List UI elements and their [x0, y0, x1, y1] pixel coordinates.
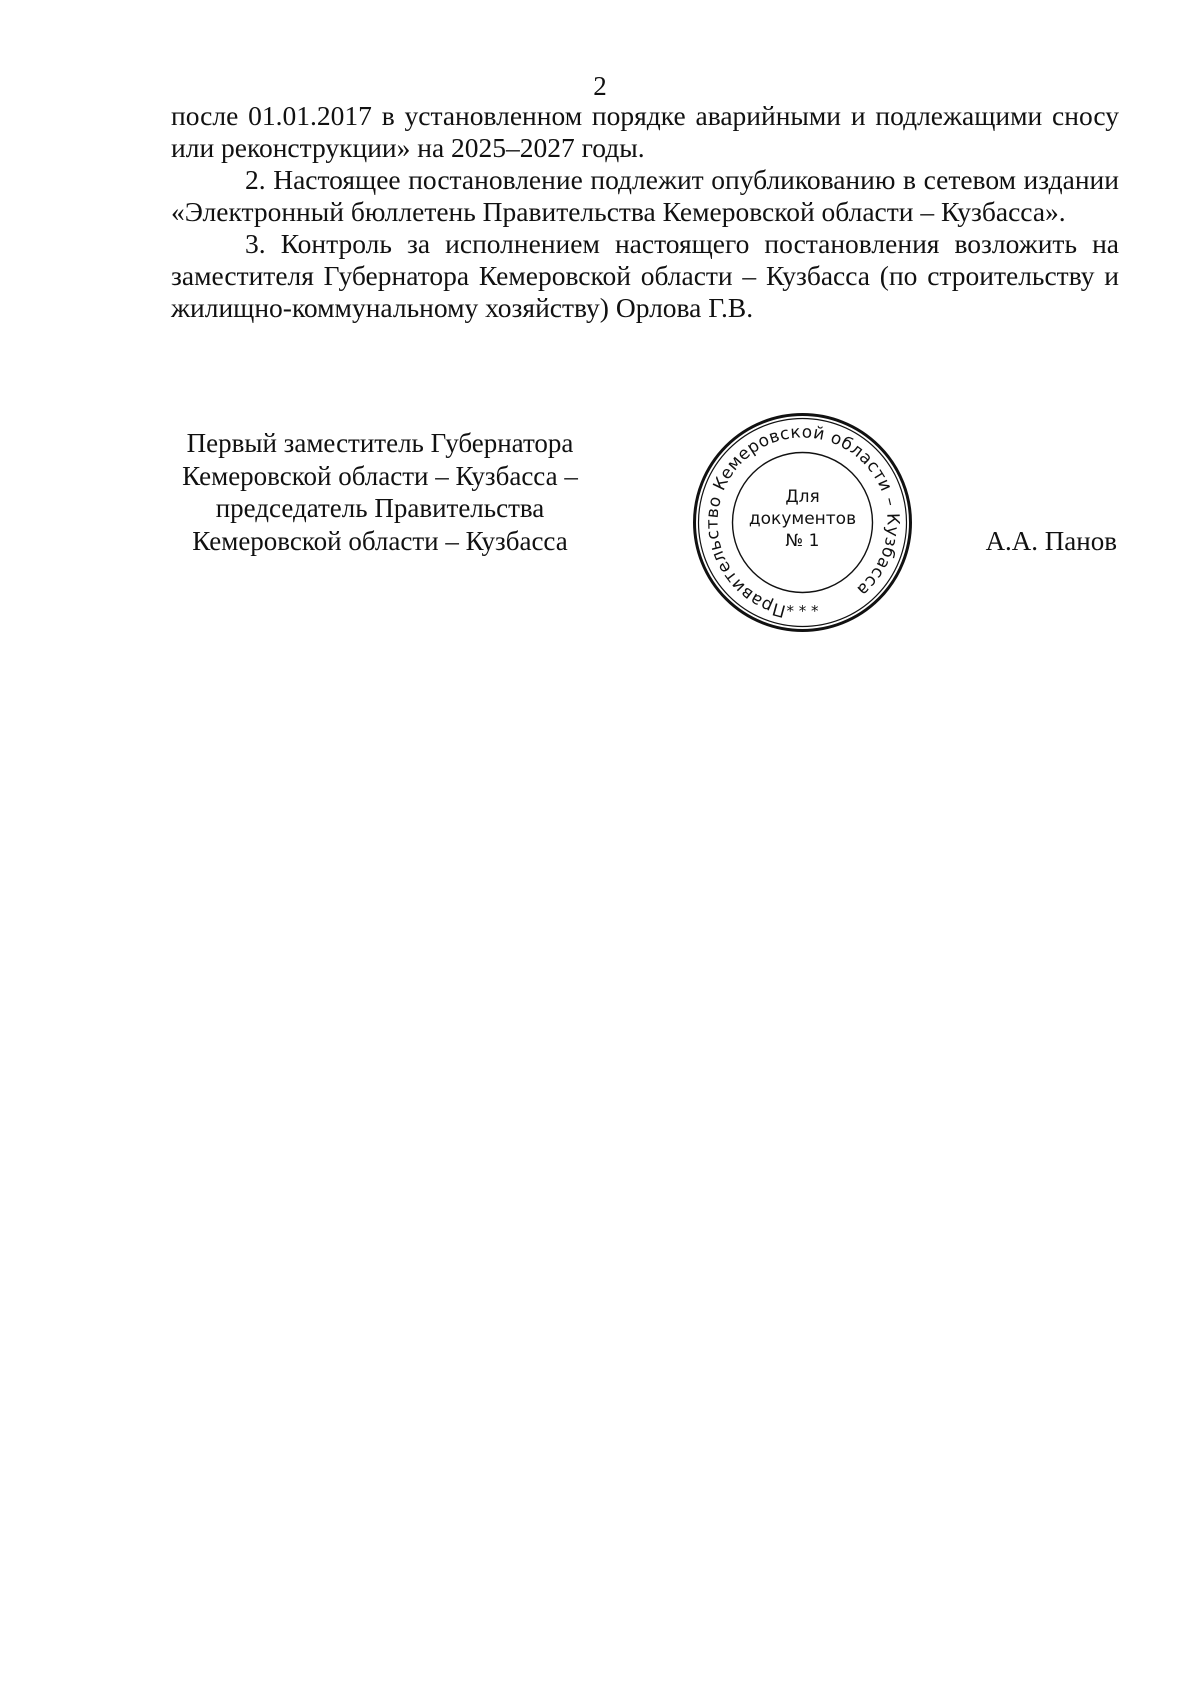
stamp-center-line: документов [748, 509, 857, 529]
paragraph-publication: 2. Настоящее постановление подлежит опубликованию в сетевом издании «Электронный бюллетень Правительства Кемеровской области – Кузбасса». [171, 164, 1119, 227]
signatory-line: Кемеровской области – Кузбасса [192, 525, 568, 556]
stamp-stars: * * * [786, 602, 819, 620]
document-body [171, 100, 1119, 324]
stamp-seal [690, 410, 915, 635]
signatory-position [150, 427, 610, 557]
paragraph-control: 3. Контроль за исполнением настоящего постановления возложить на заместителя Губернатора Кемеровской области – Кузбасса (по строительству и жилищно-коммунальному хозяйству) Орлова Г.В. [171, 228, 1119, 323]
stamp-center-line: № 1 [785, 531, 820, 551]
official-stamp [690, 410, 915, 635]
signatory-line: председатель Правительства [215, 493, 545, 523]
page-number: 2 [593, 71, 607, 101]
paragraph-continuation: после 01.01.2017 в установленном порядке аварийными и подлежащими сносу или реконструкции» на 2025–2027 годы. [171, 100, 1119, 163]
signatory-line: Кемеровской области – Кузбасса – [182, 460, 578, 491]
stamp-center-line: Для [785, 487, 820, 507]
signatory-line: Первый заместитель Губернатора [186, 428, 574, 458]
signer-name: А.А. Панов [985, 526, 1117, 556]
stamp-ring-text: Правительство Кемеровской области – Кузбасса [702, 422, 903, 621]
